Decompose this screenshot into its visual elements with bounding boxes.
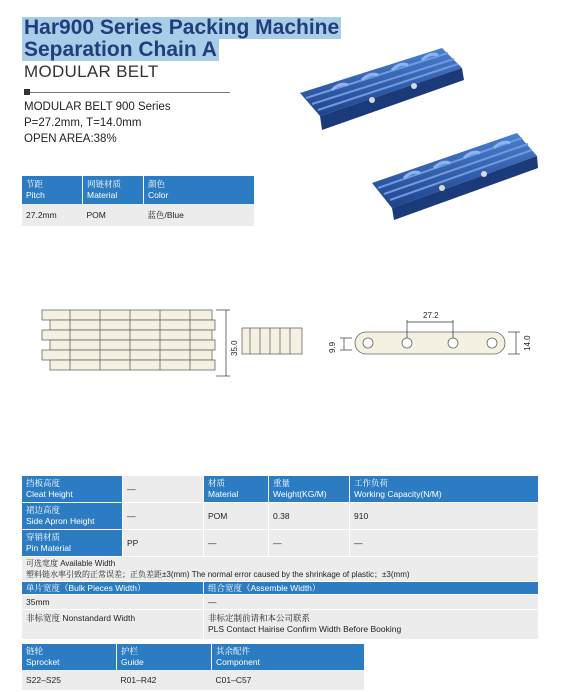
page-title-line2: Separation Chain A	[24, 38, 217, 61]
table-row	[22, 476, 538, 503]
dim-35-label: 35.0	[230, 340, 239, 356]
dim-99-label: 9.9	[328, 341, 337, 353]
material-value-2: —	[204, 530, 269, 557]
table-row	[22, 557, 538, 582]
page-title-line1: Har900 Series Packing Machine	[24, 16, 340, 39]
weight-value-2: —	[269, 530, 350, 557]
divider	[24, 92, 230, 93]
available-width-row	[22, 557, 538, 582]
spec-open-area: OPEN AREA:38%	[24, 133, 117, 145]
spec-table	[22, 176, 254, 226]
belt-module-upper	[300, 48, 464, 130]
header-color: 颜色 Color	[144, 176, 255, 204]
cleat-height-label: 挡板高度 Cleat Height	[22, 476, 123, 503]
table-row	[22, 204, 254, 226]
header-sprocket: 链轮 Sprocket	[22, 644, 117, 670]
cell-sprocket: S22–S25	[22, 670, 117, 690]
cell-color: 蓝色/Blue	[144, 204, 255, 226]
divider-marker	[24, 89, 30, 95]
pin-material-label: 穿销材质 Pin Material	[22, 530, 123, 557]
side-apron-value: —	[123, 503, 204, 530]
table-row	[22, 503, 538, 530]
top-view-drawing	[42, 310, 215, 370]
bulk-width-header: 单片宽度（Bulk Pieces Width）	[22, 582, 204, 595]
table-row	[22, 530, 538, 557]
material-header: 材质 Material	[204, 476, 269, 503]
capacity-value-2: —	[350, 530, 539, 557]
belt-module-lower	[372, 133, 538, 220]
dim-35-line	[216, 310, 230, 376]
bulk-width-value: 35mm	[22, 595, 204, 610]
capacity-value: 910	[350, 503, 539, 530]
pin-material-value: PP	[123, 530, 204, 557]
dim-140-label: 14.0	[523, 335, 532, 351]
accessory-table-header	[22, 644, 364, 670]
header-pitch: 节距 Pitch	[22, 176, 83, 204]
cell-guide: R01–R42	[117, 670, 212, 690]
weight-header: 重量 Weight(KG/M)	[269, 476, 350, 503]
dim-272-label: 27.2	[423, 311, 439, 320]
available-width-title: 可选宽度 Available Width	[26, 559, 116, 568]
page-subtitle: MODULAR BELT	[24, 62, 159, 81]
available-width-note: 塑料链水率引致的正常误差；正负差距±3(mm) The normal error caused by the shrinkage of plastic；±3(mm)	[26, 570, 410, 579]
accessory-table	[22, 644, 364, 690]
spec-pitch-thickness: P=27.2mm, T=14.0mm	[24, 117, 142, 129]
capacity-header: 工作负荷 Working Capacity(N/M)	[350, 476, 539, 503]
header-guide: 护栏 Guide	[117, 644, 212, 670]
table-row	[22, 670, 364, 690]
table-row	[22, 595, 538, 610]
weight-value: 0.38	[269, 503, 350, 530]
assemble-width-header: 组合宽度（Assemble Width）	[204, 582, 539, 595]
cross-section-drawing	[340, 320, 520, 354]
cell-component: C01–C57	[212, 670, 365, 690]
table-row	[22, 582, 538, 595]
side-view-drawing	[242, 328, 302, 354]
cell-pitch: 27.2mm	[22, 204, 83, 226]
header-component: 其余配件 Component	[212, 644, 365, 670]
table-row	[22, 610, 538, 640]
spec-series: MODULAR BELT 900 Series	[24, 101, 171, 113]
cell-material: POM	[83, 204, 144, 226]
technical-drawing	[30, 300, 550, 390]
assemble-width-value: —	[204, 595, 539, 610]
header-material: 网链材质 Material	[83, 176, 144, 204]
nonstandard-width-note: 非标定制前请和本公司联系 PLS Contact Hairise Confirm Width Before Booking	[204, 610, 539, 640]
spec-table-header	[22, 176, 254, 204]
belt-product-image	[292, 38, 542, 228]
cleat-height-value: —	[123, 476, 204, 503]
side-apron-label: 裙边高度 Side Apron Height	[22, 503, 123, 530]
property-table	[22, 476, 538, 639]
material-value: POM	[204, 503, 269, 530]
nonstandard-width-label: 非标宽度 Nonstandard Width	[22, 610, 204, 640]
